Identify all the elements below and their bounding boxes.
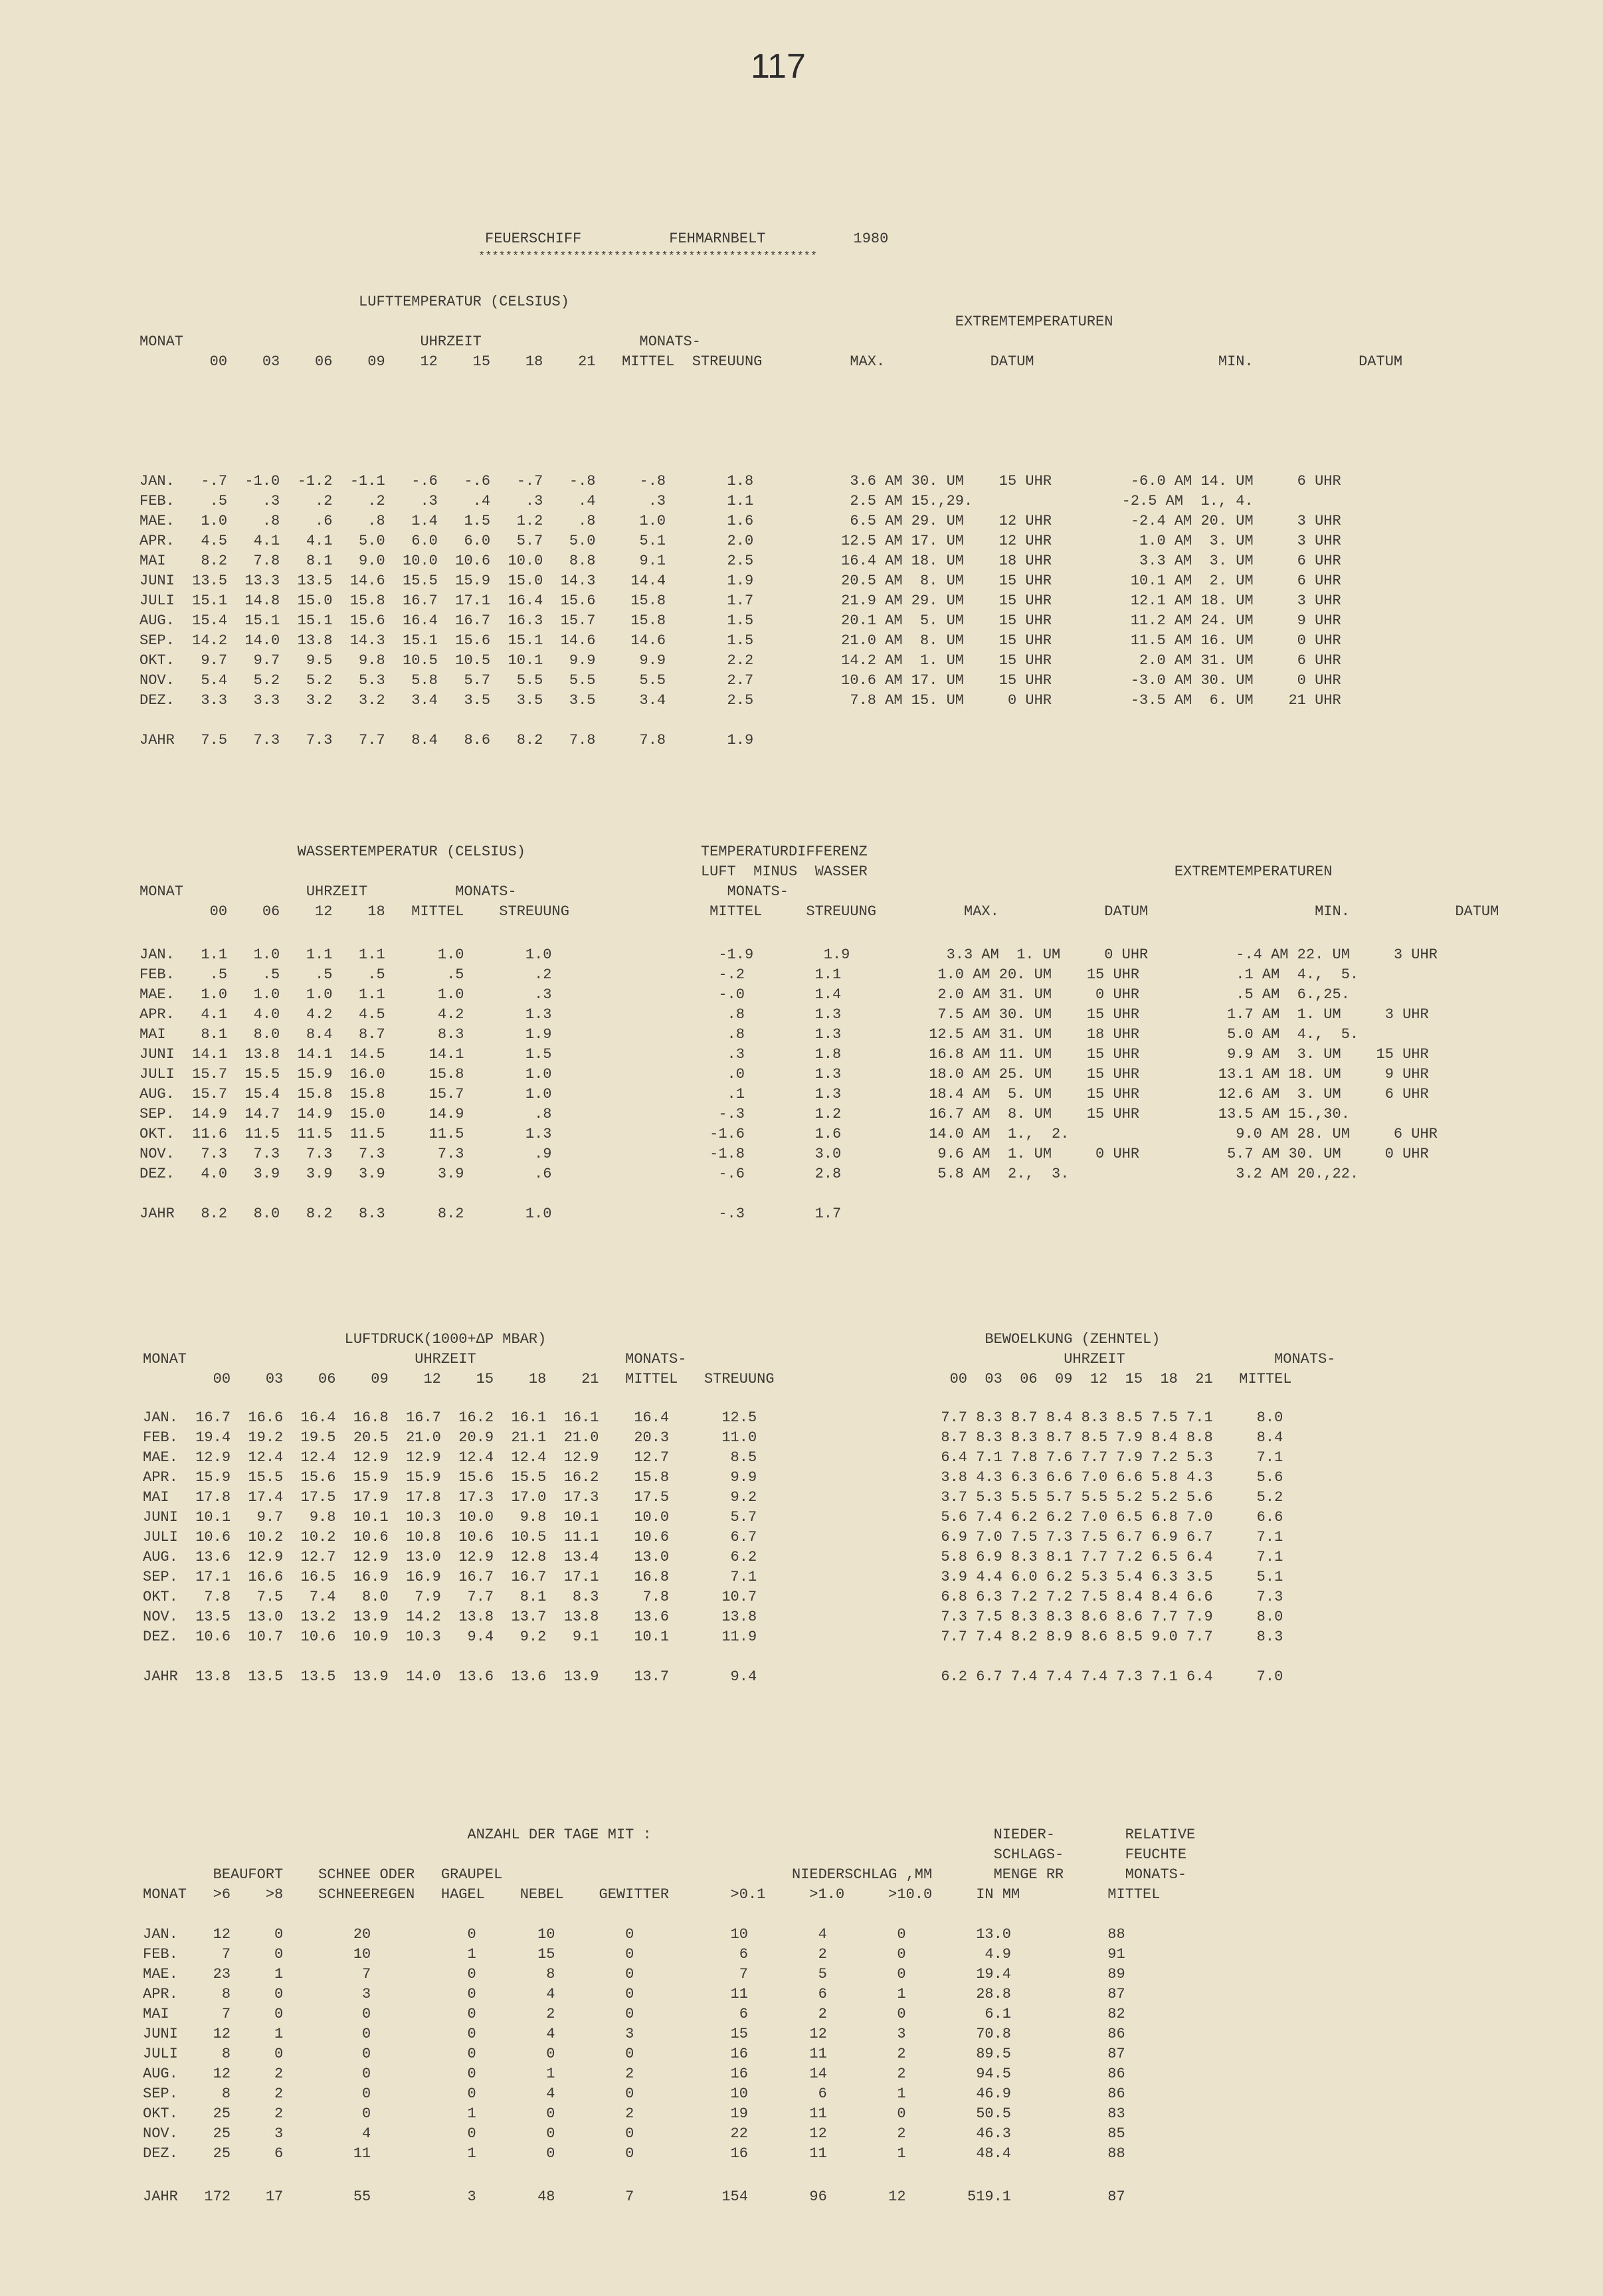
section-head-line: LUFTDRUCK(1000+ΔP MBAR) BEWOELKUNG (ZEHNTEL) <box>143 1331 1161 1348</box>
table-row: AUG. 12 2 0 0 1 2 16 14 2 94.5 86 <box>143 2066 1125 2082</box>
table-row: JUNI 12 1 0 0 4 3 15 12 3 70.8 86 <box>143 2026 1125 2042</box>
table-row: APR. 15.9 15.5 15.6 15.9 15.9 15.6 15.5 16.2 15.8 9.9 3.8 4.3 6.3 6.6 7.0 6.6 5.8 4.3 5.6 <box>143 1469 1283 1486</box>
table-row: SEP. 17.1 16.6 16.5 16.9 16.9 16.7 16.7 17.1 16.8 7.1 3.9 4.4 6.0 6.2 5.3 5.4 6.3 3.5 5.1 <box>143 1569 1283 1585</box>
table-row: MAI 8.2 7.8 8.1 9.0 10.0 10.6 10.0 8.8 9.1 2.5 16.4 AM 18. UM 18 UHR 3.3 AM 3. UM 6 UHR <box>140 553 1341 569</box>
table-row: MAE. 1.0 .8 .6 .8 1.4 1.5 1.2 .8 1.0 1.6 6.5 AM 29. UM 12 UHR -2.4 AM 20. UM 3 UHR <box>140 513 1341 529</box>
table-row: JULI 8 0 0 0 0 0 16 11 2 89.5 87 <box>143 2046 1125 2062</box>
year-row: JAHR 13.8 13.5 13.5 13.9 14.0 13.6 13.6 13.9 13.7 9.4 6.2 6.7 7.4 7.4 7.4 7.3 7.1 6.4 7.0 <box>143 1668 1283 1685</box>
table-row: SEP. 8 2 0 0 4 0 10 6 1 46.9 86 <box>143 2085 1125 2102</box>
year-row: JAHR 7.5 7.3 7.3 7.7 8.4 8.6 8.2 7.8 7.8 1.9 <box>140 732 754 749</box>
year-row: JAHR 172 17 55 3 48 7 154 96 12 519.1 87 <box>143 2188 1125 2205</box>
table-row: OKT. 7.8 7.5 7.4 8.0 7.9 7.7 8.1 8.3 7.8 10.7 6.8 6.3 7.2 7.2 7.5 8.4 8.4 6.6 7.3 <box>143 1589 1283 1605</box>
section-head-line: EXTREMTEMPERATUREN <box>140 313 1113 330</box>
column-header-line: 00 03 06 09 12 15 18 21 MITTEL STREUUNG MAX. DATUM MIN. DATUM <box>140 353 1403 370</box>
section-head-line: ANZAHL DER TAGE MIT : NIEDER- RELATIVE <box>143 1826 1196 1843</box>
table-row: SEP. 14.9 14.7 14.9 15.0 14.9 .8 -.3 1.2 16.7 AM 8. UM 15 UHR 13.5 AM 15.,30. <box>140 1106 1350 1122</box>
section-head-line: SCHLAGS- FEUCHTE <box>143 1846 1187 1863</box>
table-row: JAN. 1.1 1.0 1.1 1.1 1.0 1.0 -1.9 1.9 3.3 AM 1. UM 0 UHR -.4 AM 22. UM 3 UHR <box>140 946 1438 963</box>
year-row: JAHR 8.2 8.0 8.2 8.3 8.2 1.0 -.3 1.7 <box>140 1205 842 1222</box>
table-row: APR. 4.1 4.0 4.2 4.5 4.2 1.3 .8 1.3 7.5 AM 30. UM 15 UHR 1.7 AM 1. UM 3 UHR <box>140 1006 1429 1023</box>
table-row: AUG. 13.6 12.9 12.7 12.9 13.0 12.9 12.8 13.4 13.0 6.2 5.8 6.9 8.3 8.1 7.7 7.2 6.5 6.4 7.1 <box>143 1549 1283 1565</box>
table-row: JAN. 12 0 20 0 10 0 10 4 0 13.0 88 <box>143 1926 1125 1943</box>
table-row: APR. 8 0 3 0 4 0 11 6 1 28.8 87 <box>143 1986 1125 2002</box>
section-head-line: MONAT UHRZEIT MONATS- MONATS- <box>140 883 789 900</box>
section-head-line: MONAT UHRZEIT MONATS- <box>140 333 701 350</box>
table-row: DEZ. 25 6 11 1 0 0 16 11 1 48.4 88 <box>143 2145 1125 2162</box>
table-row: DEZ. 10.6 10.7 10.6 10.9 10.3 9.4 9.2 9.1 10.1 11.9 7.7 7.4 8.2 8.9 8.6 8.5 9.0 7.7 8.3 <box>143 1629 1283 1645</box>
table-row: JAN. -.7 -1.0 -1.2 -1.1 -.6 -.6 -.7 -.8 -.8 1.8 3.6 AM 30. UM 15 UHR -6.0 AM 14. UM 6 UHR <box>140 473 1341 489</box>
section-head-line: BEAUFORT SCHNEE ODER GRAUPEL NIEDERSCHLAG ,MM MENGE RR MONATS- <box>143 1866 1187 1883</box>
table-row: FEB. .5 .5 .5 .5 .5 .2 -.2 1.1 1.0 AM 20. UM 15 UHR .1 AM 4., 5. <box>140 966 1359 983</box>
table-row: FEB. .5 .3 .2 .2 .3 .4 .3 .4 .3 1.1 2.5 AM 15.,29. -2.5 AM 1., 4. <box>140 493 1254 509</box>
table-row: JAN. 16.7 16.6 16.4 16.8 16.7 16.2 16.1 16.1 16.4 12.5 7.7 8.3 8.7 8.4 8.3 8.5 7.5 7.1 8.0 <box>143 1409 1283 1426</box>
table-row: JUNI 14.1 13.8 14.1 14.5 14.1 1.5 .3 1.8 16.8 AM 11. UM 15 UHR 9.9 AM 3. UM 15 UHR <box>140 1046 1429 1063</box>
column-header-line: 00 03 06 09 12 15 18 21 MITTEL STREUUNG 00 03 06 09 12 15 18 21 MITTEL <box>143 1371 1292 1387</box>
title-rule: ************************************************** <box>478 250 818 263</box>
table-row: JULI 15.1 14.8 15.0 15.8 16.7 17.1 16.4 15.6 15.8 1.7 21.9 AM 29. UM 15 UHR 12.1 AM 18. UM 3 UHR <box>140 592 1341 609</box>
table-row: JUNI 13.5 13.3 13.5 14.6 15.5 15.9 15.0 14.3 14.4 1.9 20.5 AM 8. UM 15 UHR 10.1 AM 2. UM 6 UHR <box>140 573 1341 589</box>
section-head-line: LUFT MINUS WASSER EXTREMTEMPERATUREN <box>140 863 1333 880</box>
table-row: OKT. 11.6 11.5 11.5 11.5 11.5 1.3 -1.6 1.6 14.0 AM 1., 2. 9.0 AM 28. UM 6 UHR <box>140 1126 1438 1142</box>
table-row: FEB. 7 0 10 1 15 0 6 2 0 4.9 91 <box>143 1946 1125 1963</box>
table-row: DEZ. 3.3 3.3 3.2 3.2 3.4 3.5 3.5 3.5 3.4 2.5 7.8 AM 15. UM 0 UHR -3.5 AM 6. UM 21 UHR <box>140 692 1341 709</box>
table-row: NOV. 13.5 13.0 13.2 13.9 14.2 13.8 13.7 13.8 13.6 13.8 7.3 7.5 8.3 8.3 8.6 8.6 7.7 7.9 8.0 <box>143 1609 1283 1625</box>
table-row: OKT. 25 2 0 1 0 2 19 11 0 50.5 83 <box>143 2105 1125 2122</box>
table-row: NOV. 7.3 7.3 7.3 7.3 7.3 .9 -1.8 3.0 9.6 AM 1. UM 0 UHR 5.7 AM 30. UM 0 UHR <box>140 1146 1429 1162</box>
table-row: NOV. 25 3 4 0 0 0 22 12 2 46.3 85 <box>143 2125 1125 2142</box>
table-row: JUNI 10.1 9.7 9.8 10.1 10.3 10.0 9.8 10.1 10.0 5.7 5.6 7.4 6.2 6.2 7.0 6.5 6.8 7.0 6.6 <box>143 1509 1283 1526</box>
table-row: AUG. 15.4 15.1 15.1 15.6 16.4 16.7 16.3 15.7 15.8 1.5 20.1 AM 5. UM 15 UHR 11.2 AM 24. UM 9 UHR <box>140 612 1341 629</box>
table-row: MAE. 23 1 7 0 8 0 7 5 0 19.4 89 <box>143 1966 1125 1983</box>
table-row: APR. 4.5 4.1 4.1 5.0 6.0 6.0 5.7 5.0 5.1 2.0 12.5 AM 17. UM 12 UHR 1.0 AM 3. UM 3 UHR <box>140 533 1341 549</box>
table-row: JULI 10.6 10.2 10.2 10.6 10.8 10.6 10.5 11.1 10.6 6.7 6.9 7.0 7.5 7.3 7.5 6.7 6.9 6.7 7.1 <box>143 1529 1283 1545</box>
table-row: JULI 15.7 15.5 15.9 16.0 15.8 1.0 .0 1.3 18.0 AM 25. UM 15 UHR 13.1 AM 18. UM 9 UHR <box>140 1066 1429 1083</box>
table-row: FEB. 19.4 19.2 19.5 20.5 21.0 20.9 21.1 21.0 20.3 11.0 8.7 8.3 8.3 8.7 8.5 7.9 8.4 8.8 8.4 <box>143 1429 1283 1446</box>
column-header-line: 00 06 12 18 MITTEL STREUUNG MITTEL STREUUNG MAX. DATUM MIN. DATUM <box>140 903 1499 920</box>
table-row: MAE. 12.9 12.4 12.4 12.9 12.9 12.4 12.4 12.9 12.7 8.5 6.4 7.1 7.8 7.6 7.7 7.9 7.2 5.3 7.1 <box>143 1449 1283 1466</box>
table-row: MAI 17.8 17.4 17.5 17.9 17.8 17.3 17.0 17.3 17.5 9.2 3.7 5.3 5.5 5.7 5.5 5.2 5.2 5.6 5.2 <box>143 1489 1283 1506</box>
section-head-line: LUFTTEMPERATUR (CELSIUS) <box>140 294 569 310</box>
table-row: MAI 7 0 0 0 2 0 6 2 0 6.1 82 <box>143 2006 1125 2022</box>
section-head-line: MONAT UHRZEIT MONATS- UHRZEIT MONATS- <box>143 1351 1336 1368</box>
section-head-line: WASSERTEMPERATUR (CELSIUS) TEMPERATURDIFFERENZ <box>140 843 868 860</box>
table-row: OKT. 9.7 9.7 9.5 9.8 10.5 10.5 10.1 9.9 9.9 2.2 14.2 AM 1. UM 15 UHR 2.0 AM 31. UM 6 UHR <box>140 652 1341 669</box>
table-row: AUG. 15.7 15.4 15.8 15.8 15.7 1.0 .1 1.3 18.4 AM 5. UM 15 UHR 12.6 AM 3. UM 6 UHR <box>140 1086 1429 1103</box>
table-row: SEP. 14.2 14.0 13.8 14.3 15.1 15.6 15.1 14.6 14.6 1.5 21.0 AM 8. UM 15 UHR 11.5 AM 16. UM 0 UHR <box>140 632 1341 649</box>
document-title: FEUERSCHIFF FEHMARNBELT 1980 <box>485 230 889 247</box>
table-row: MAI 8.1 8.0 8.4 8.7 8.3 1.9 .8 1.3 12.5 AM 31. UM 18 UHR 5.0 AM 4., 5. <box>140 1026 1359 1043</box>
table-row: NOV. 5.4 5.2 5.2 5.3 5.8 5.7 5.5 5.5 5.5 2.7 10.6 AM 17. UM 15 UHR -3.0 AM 30. UM 0 UHR <box>140 672 1341 689</box>
table-row: DEZ. 4.0 3.9 3.9 3.9 3.9 .6 -.6 2.8 5.8 AM 2., 3. 3.2 AM 20.,22. <box>140 1166 1359 1182</box>
page-number: 117 <box>751 47 806 86</box>
column-header-line: MONAT >6 >8 SCHNEEREGEN HAGEL NEBEL GEWITTER >0.1 >1.0 >10.0 IN MM MITTEL <box>143 1886 1161 1903</box>
table-row: MAE. 1.0 1.0 1.0 1.1 1.0 .3 -.0 1.4 2.0 AM 31. UM 0 UHR .5 AM 6.,25. <box>140 986 1350 1003</box>
